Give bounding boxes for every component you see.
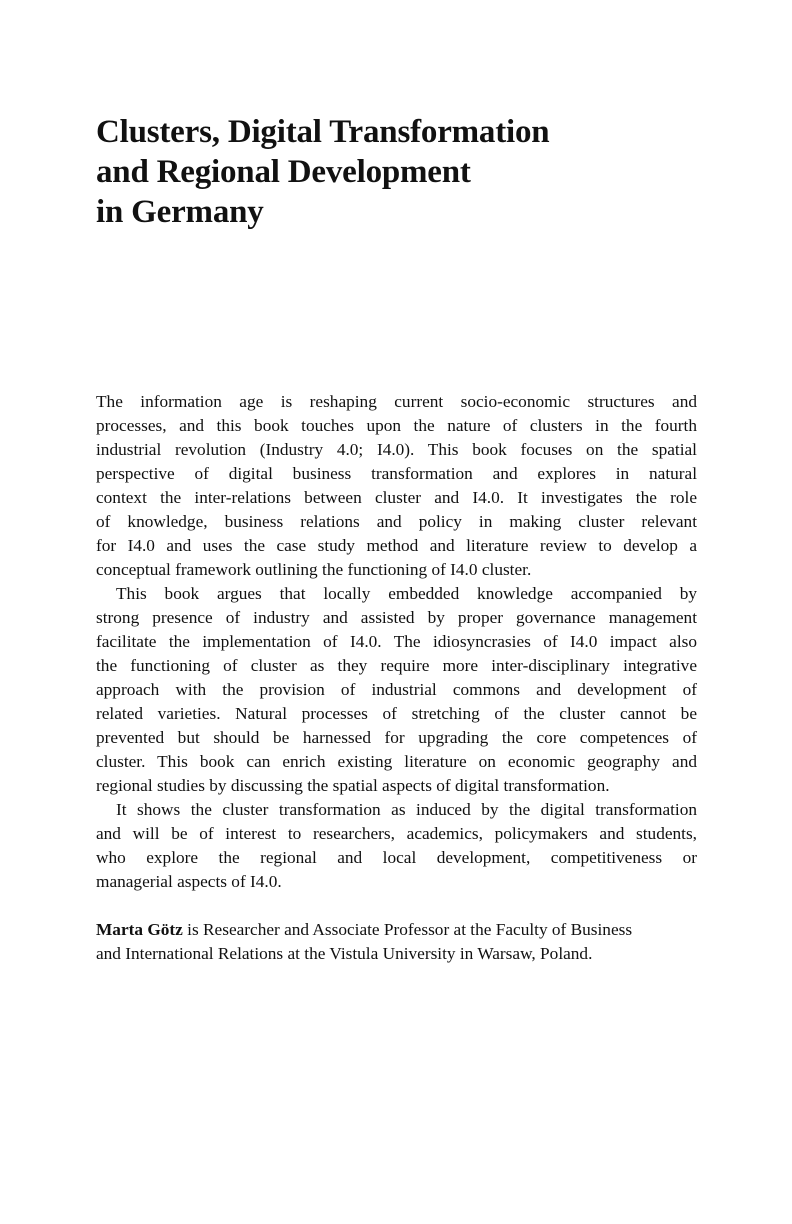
text-line: the functioning of cluster as they require more inter-disciplinary integrative (96, 656, 697, 675)
title-line: and Regional Development (96, 154, 471, 190)
description-paragraph (96, 390, 697, 582)
description-paragraph (96, 798, 697, 894)
text-line: managerial aspects of I4.0. (96, 872, 282, 891)
author-bio-text: and International Relations at the Vistula University in Warsaw, Poland. (96, 944, 593, 963)
text-line: approach with the provision of industrial commons and development of (96, 680, 697, 699)
text-line: industrial revolution (Industry 4.0; I4.0). This book focuses on the spatial (96, 440, 697, 459)
text-line: prevented but should be harnessed for upgrading the core competences of (96, 728, 697, 747)
book-description (96, 390, 697, 894)
text-line: who explore the regional and local development, competitiveness or (96, 848, 697, 867)
description-paragraph (96, 582, 697, 798)
text-line: processes, and this book touches upon the nature of clusters in the fourth (96, 416, 697, 435)
text-line: and will be of interest to researchers, academics, policymakers and students, (96, 824, 697, 843)
title-line: Clusters, Digital Transformation (96, 114, 550, 150)
text-line: conceptual framework outlining the functioning of I4.0 cluster. (96, 560, 532, 579)
text-line: This book argues that locally embedded knowledge accompanied by (116, 584, 697, 603)
text-line: of knowledge, business relations and policy in making cluster relevant (96, 512, 697, 531)
book-title (96, 112, 549, 232)
text-line: strong presence of industry and assisted by proper governance management (96, 608, 697, 627)
text-line: The information age is reshaping current socio-economic structures and (96, 392, 697, 411)
text-line: regional studies by discussing the spatial aspects of digital transformation. (96, 776, 610, 795)
text-line: related varieties. Natural processes of stretching of the cluster cannot be (96, 704, 697, 723)
text-line: cluster. This book can enrich existing literature on economic geography and (96, 752, 697, 771)
title-line: in Germany (96, 194, 264, 230)
author-bio (96, 918, 697, 966)
text-line: It shows the cluster transformation as induced by the digital transformation (116, 800, 697, 819)
text-line: context the inter-relations between cluster and I4.0. It investigates the role (96, 488, 697, 507)
text-line: for I4.0 and uses the case study method and literature review to develop a (96, 536, 697, 555)
author-name: Marta Götz (96, 920, 183, 939)
text-line: facilitate the implementation of I4.0. The idiosyncrasies of I4.0 impact also (96, 632, 697, 651)
text-line: perspective of digital business transformation and explores in natural (96, 464, 697, 483)
author-bio-text: is Researcher and Associate Professor at the Faculty of Business (182, 920, 633, 939)
